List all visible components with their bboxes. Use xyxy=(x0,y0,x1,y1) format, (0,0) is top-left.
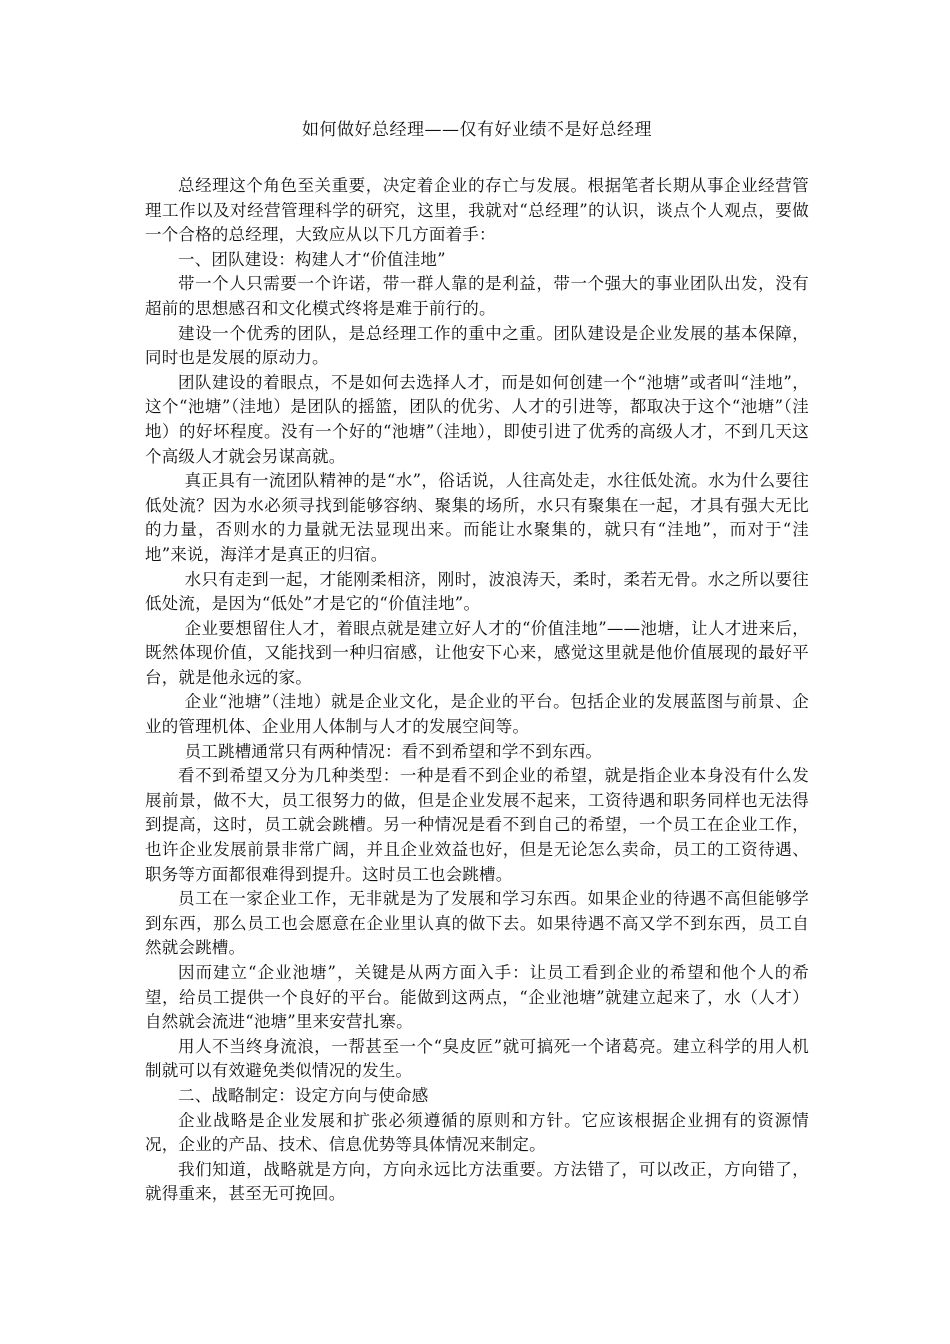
section-heading-team-building: 一、团队建设：构建人才“价值洼地” xyxy=(178,249,446,269)
paragraph: 因而建立“企业池塘”，关键是从两方面入手：让员工看到企业的希望和他个人的希望，给员工提供一个良好的平台。能做到这两点，“企业池塘”就建立起来了，水（人才）自然就会流进“池塘”里来安营扎寨。 xyxy=(145,963,809,1032)
paragraph: 看不到希望又分为几种类型：一种是看不到企业的希望，就是指企业本身没有什么发展前景，做不大，员工很努力的做，但是企业发展不起来，工资待遇和职务同样也无法得到提高，这时，员工就会跳槽。另一种情况是看不到自己的希望，一个员工在企业工作，也许企业发展前景非常广阔，并且企业效益也好，但是无论怎么卖命，员工的工资待遇、职务等方面都很难得到提升。这时员工也会跳槽。 xyxy=(145,766,809,884)
paragraph: 员工跳槽通常只有两种情况：看不到希望和学不到东西。 xyxy=(184,741,603,761)
paragraph: 员工在一家企业工作，无非就是为了发展和学习东西。如果企业的待遇不高但能够学到东西，那么员工也会愿意在企业里认真的做下去。如果待遇不高又学不到东西，员工自然就会跳槽。 xyxy=(145,889,809,958)
paragraph-intro: 总经理这个角色至关重要，决定着企业的存亡与发展。根据笔者长期从事企业经营管理工作以及对经营管理科学的研究，这里，我就对“总经理”的认识，谈点个人观点，要做一个合格的总经理，大致应从以下几方面着手： xyxy=(145,176,809,245)
paragraph: 企业战略是企业发展和扩张必须遵循的原则和方针。它应该根据企业拥有的资源情况，企业的产品、技术、信息优势等具体情况来制定。 xyxy=(145,1110,809,1155)
paragraph: 用人不当终身流浪，一帮甚至一个“臭皮匠”就可搞死一个诸葛亮。建立科学的用人机制就可以有效避免类似情况的发生。 xyxy=(145,1036,809,1081)
paragraph: 建设一个优秀的团队，是总经理工作的重中之重。团队建设是企业发展的基本保障，同时也是发展的原动力。 xyxy=(145,323,809,368)
document-title: 如何做好总经理——仅有好业绩不是好总经理 xyxy=(302,120,652,140)
paragraph: 带一个人只需要一个许诺，带一群人靠的是利益，带一个强大的事业团队出发，没有超前的思想感召和文化模式终将是难于前行的。 xyxy=(145,274,809,318)
paragraph: 企业“池塘”（洼地）就是企业文化，是企业的平台。包括企业的发展蓝图与前景、企业的管理机体、企业用人体制与人才的发展空间等。 xyxy=(145,692,809,737)
paragraph: 真正具有一流团队精神的是“水”，俗话说，人往高处走，水往低处流。水为什么要往低处流？因为水必须寻找到能够容纳、聚集的场所，水只有聚集在一起，才具有强大无比的力量，否则水的力量就无法显现出来。而能让水聚集的，就只有“洼地”，而对于“洼地”来说，海洋才是真正的归宿。 xyxy=(145,471,809,564)
paragraph: 我们知道，战略就是方向，方向永远比方法重要。方法错了，可以改正，方向错了，就得重来，甚至无可挽回。 xyxy=(145,1159,809,1204)
paragraph: 团队建设的着眼点，不是如何去选择人才，而是如何创建一个“池塘”或者叫“洼地”，这个“池塘”（洼地）是团队的摇篮，团队的优劣、人才的引进等，都取决于这个“池塘”（洼地）的好坏程度。没有一个好的“池塘”（洼地），即使引进了优秀的高级人才，不到几天这个高级人才就会另谋高就。 xyxy=(145,372,809,466)
paragraph: 水只有走到一起，才能刚柔相济，刚时，波浪涛天，柔时，柔若无骨。水之所以要往低处流，是因为“低处”才是它的“价值洼地”。 xyxy=(145,569,809,614)
section-heading-strategy: 二、战略制定：设定方向与使命感 xyxy=(178,1085,429,1105)
document-page xyxy=(145,118,809,1207)
paragraph: 企业要想留住人才，着眼点就是建立好人才的“价值洼地”——池塘，让人才进来后，既然体现价值，又能找到一种归宿感，让他安下心来，感觉这里就是他价值展现的最好平台，就是他永远的家。 xyxy=(145,618,809,687)
